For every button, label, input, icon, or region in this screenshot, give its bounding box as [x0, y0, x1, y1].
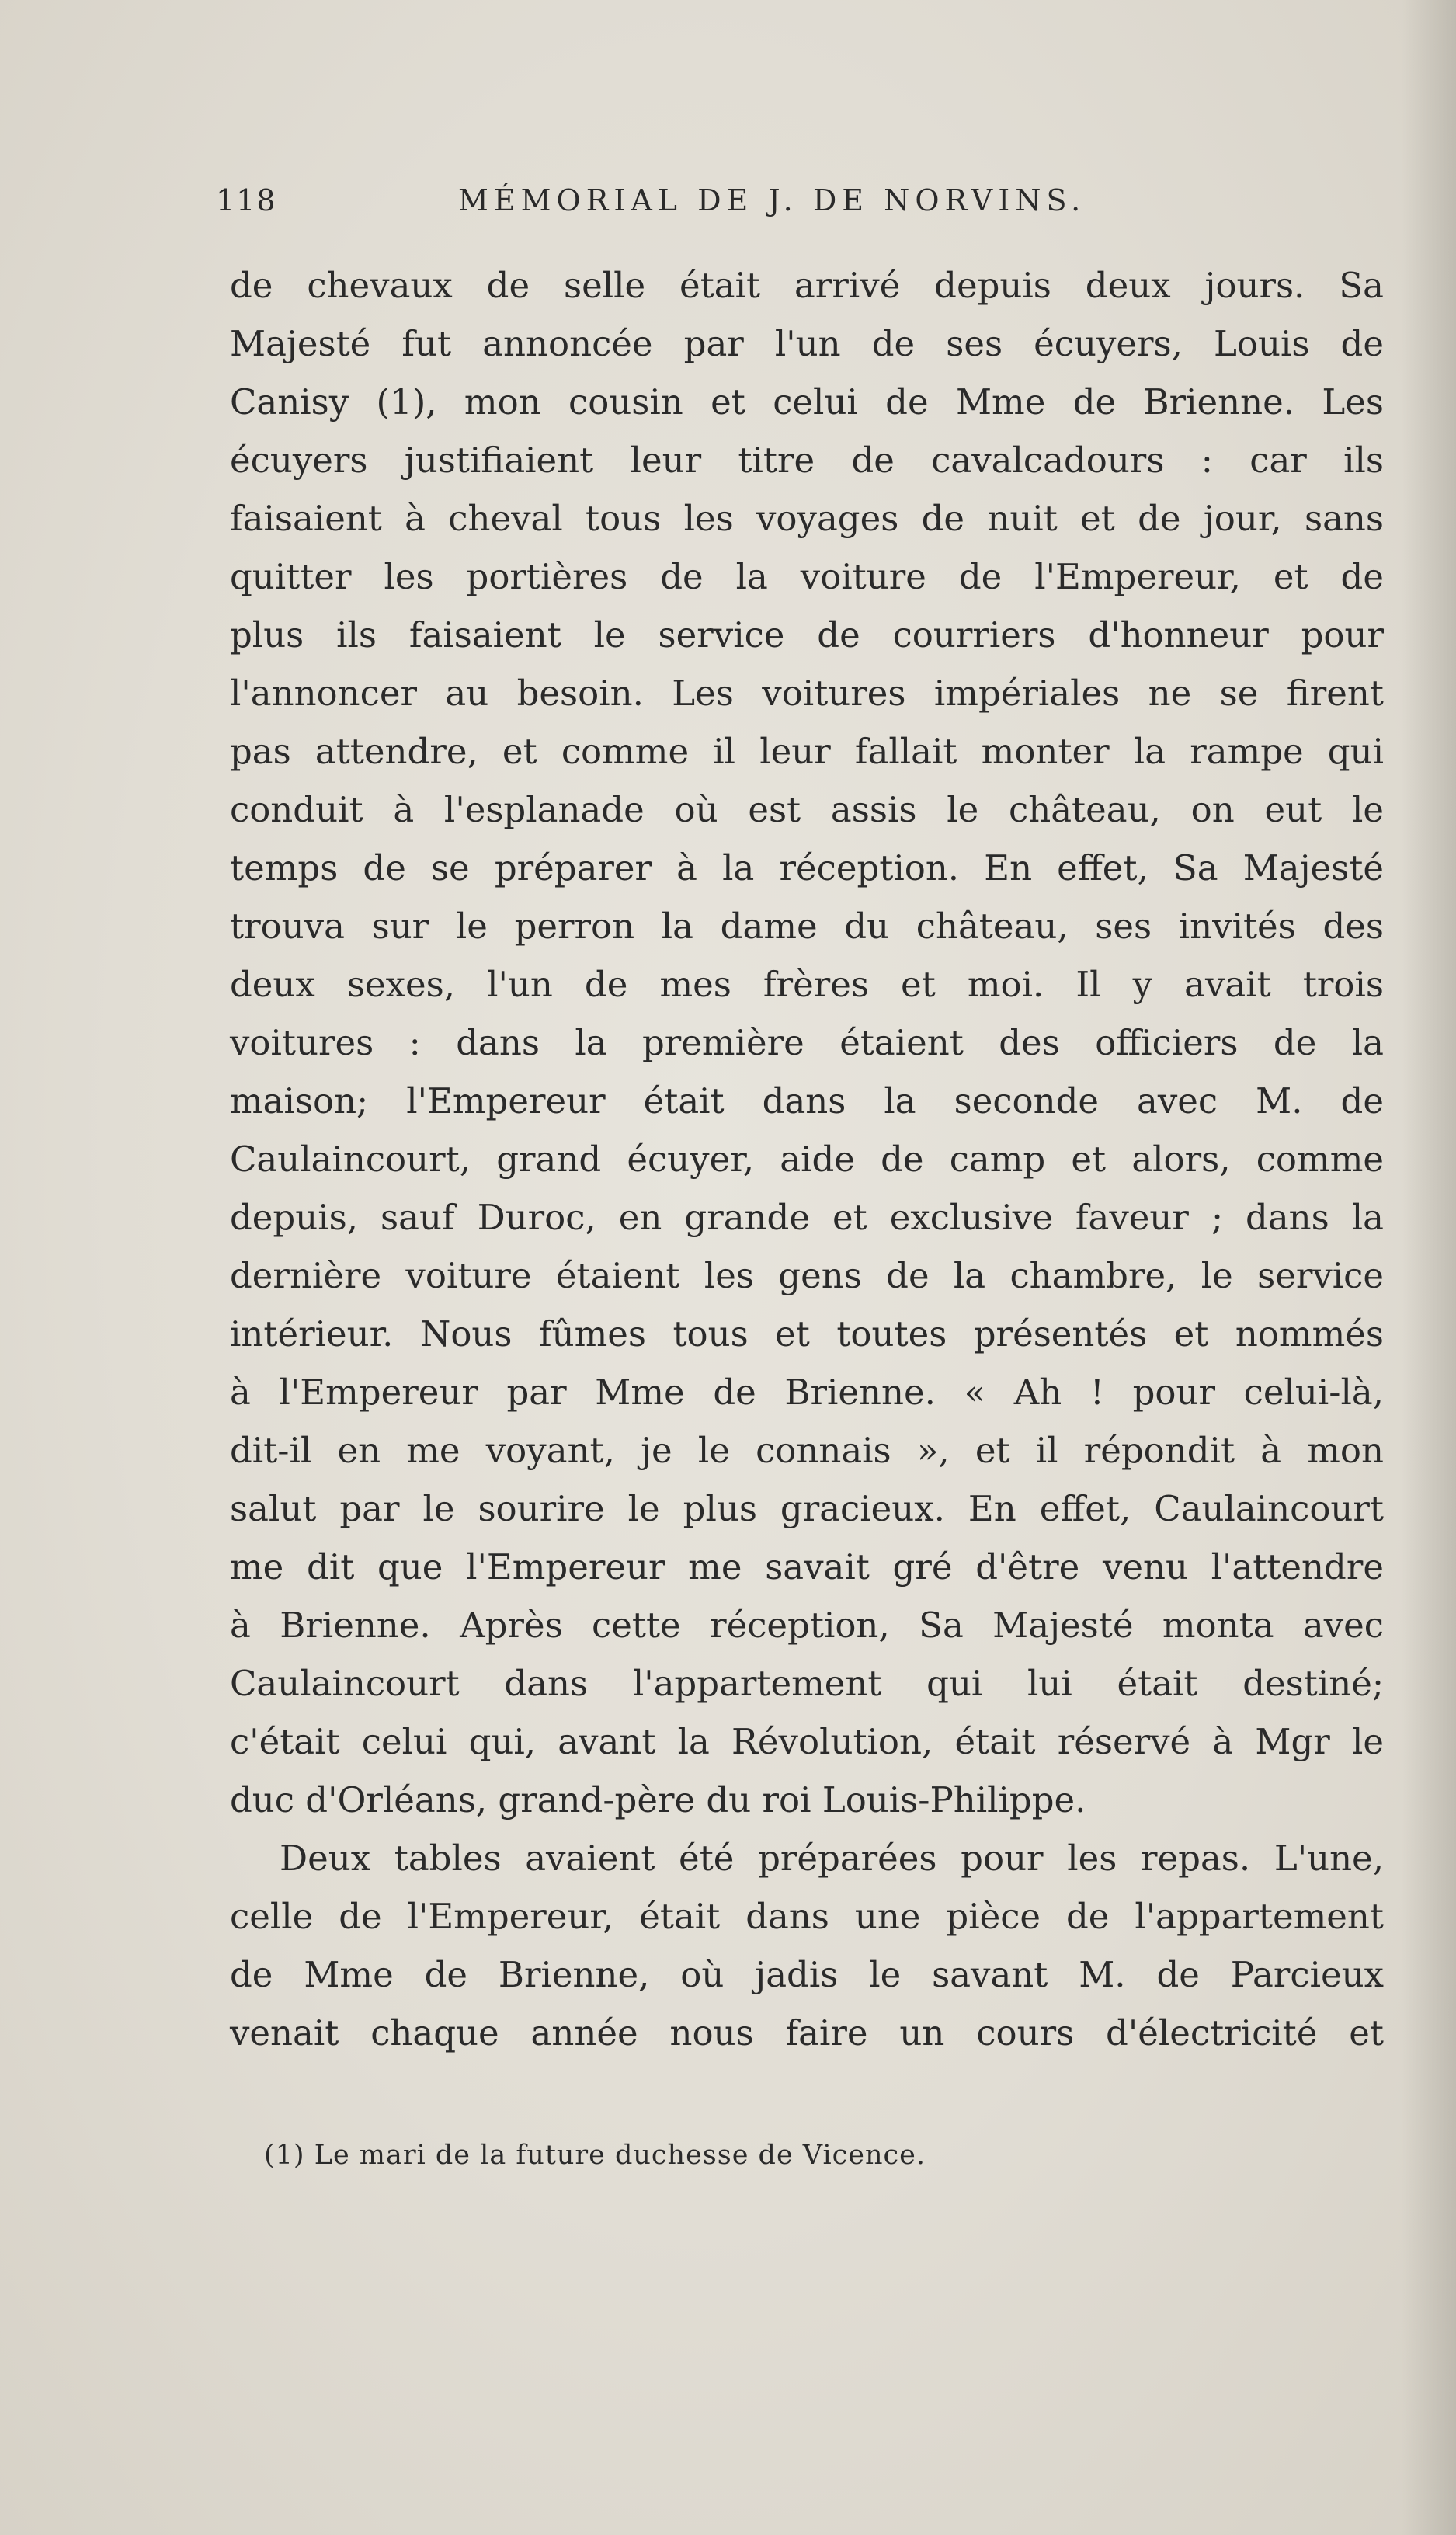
text-line: venait chaque année nous faire un cours d'électricité et — [230, 2012, 1384, 2053]
text-line: deux sexes, l'un de mes frères et moi. Il y avait trois — [230, 964, 1384, 1005]
paragraph — [230, 256, 1384, 1829]
text-line: de chevaux de selle était arrivé depuis deux jours. Sa — [230, 265, 1384, 306]
body-text — [230, 256, 1384, 2062]
text-line: temps de se préparer à la réception. En effet, Sa Majesté — [230, 847, 1384, 888]
text-line: faisaient à cheval tous les voyages de nuit et de jour, sans — [230, 498, 1384, 539]
text-line: quitter les portières de la voiture de l'Empereur, et de — [230, 556, 1384, 597]
page-number: 118 — [216, 183, 277, 217]
text-line: Caulaincourt dans l'appartement qui lui était destiné; — [230, 1663, 1384, 1704]
text-line: celle de l'Empereur, était dans une pièce de l'appartement — [230, 1896, 1384, 1937]
paragraph — [230, 1829, 1384, 2062]
page-edge-shadow — [1402, 0, 1456, 2535]
text-line: Deux tables avaient été préparées pour les repas. L'une, — [280, 1838, 1384, 1879]
text-line: depuis, sauf Duroc, en grande et exclusive faveur ; dans la — [230, 1197, 1384, 1238]
text-line: Canisy (1), mon cousin et celui de Mme de Brienne. Les — [230, 381, 1384, 422]
text-line: plus ils faisaient le service de courriers d'honneur pour — [230, 614, 1384, 655]
text-line: duc d'Orléans, grand-père du roi Louis-Philippe. — [230, 1779, 1086, 1820]
text-line: pas attendre, et comme il leur fallait monter la rampe qui — [230, 731, 1384, 772]
footnote: (1) Le mari de la future duchesse de Vicence. — [264, 2140, 926, 2171]
text-line: de Mme de Brienne, où jadis le savant M. de Parcieux — [230, 1954, 1384, 1995]
text-line: écuyers justifiaient leur titre de cavalcadours : car ils — [230, 440, 1384, 481]
text-line: Majesté fut annoncée par l'un de ses écuyers, Louis de — [230, 323, 1384, 364]
text-line: à l'Empereur par Mme de Brienne. « Ah ! pour celui-là, — [230, 1372, 1384, 1413]
text-line: à Brienne. Après cette réception, Sa Majesté monta avec — [230, 1605, 1384, 1646]
text-line: dit-il en me voyant, je le connais », et il répondit à mon — [230, 1430, 1384, 1471]
running-title: MÉMORIAL DE J. DE NORVINS. — [458, 183, 1086, 217]
text-line: voitures : dans la première étaient des officiers de la — [230, 1022, 1384, 1063]
text-line: me dit que l'Empereur me savait gré d'être venu l'attendre — [230, 1546, 1384, 1587]
text-line: l'annoncer au besoin. Les voitures impériales ne se firent — [230, 673, 1384, 714]
running-head — [216, 183, 1390, 230]
text-line: maison; l'Empereur était dans la seconde avec M. de — [230, 1080, 1384, 1121]
text-line: conduit à l'esplanade où est assis le château, on eut le — [230, 789, 1384, 830]
text-line: intérieur. Nous fûmes tous et toutes présentés et nommés — [230, 1313, 1384, 1354]
text-line: Caulaincourt, grand écuyer, aide de camp et alors, comme — [230, 1139, 1384, 1180]
text-line: dernière voiture étaient les gens de la chambre, le service — [230, 1255, 1384, 1296]
text-line: c'était celui qui, avant la Révolution, était réservé à Mgr le — [230, 1721, 1384, 1762]
text-line: trouva sur le perron la dame du château, ses invités des — [230, 906, 1384, 947]
text-line: salut par le sourire le plus gracieux. En effet, Caulaincourt — [230, 1488, 1384, 1529]
